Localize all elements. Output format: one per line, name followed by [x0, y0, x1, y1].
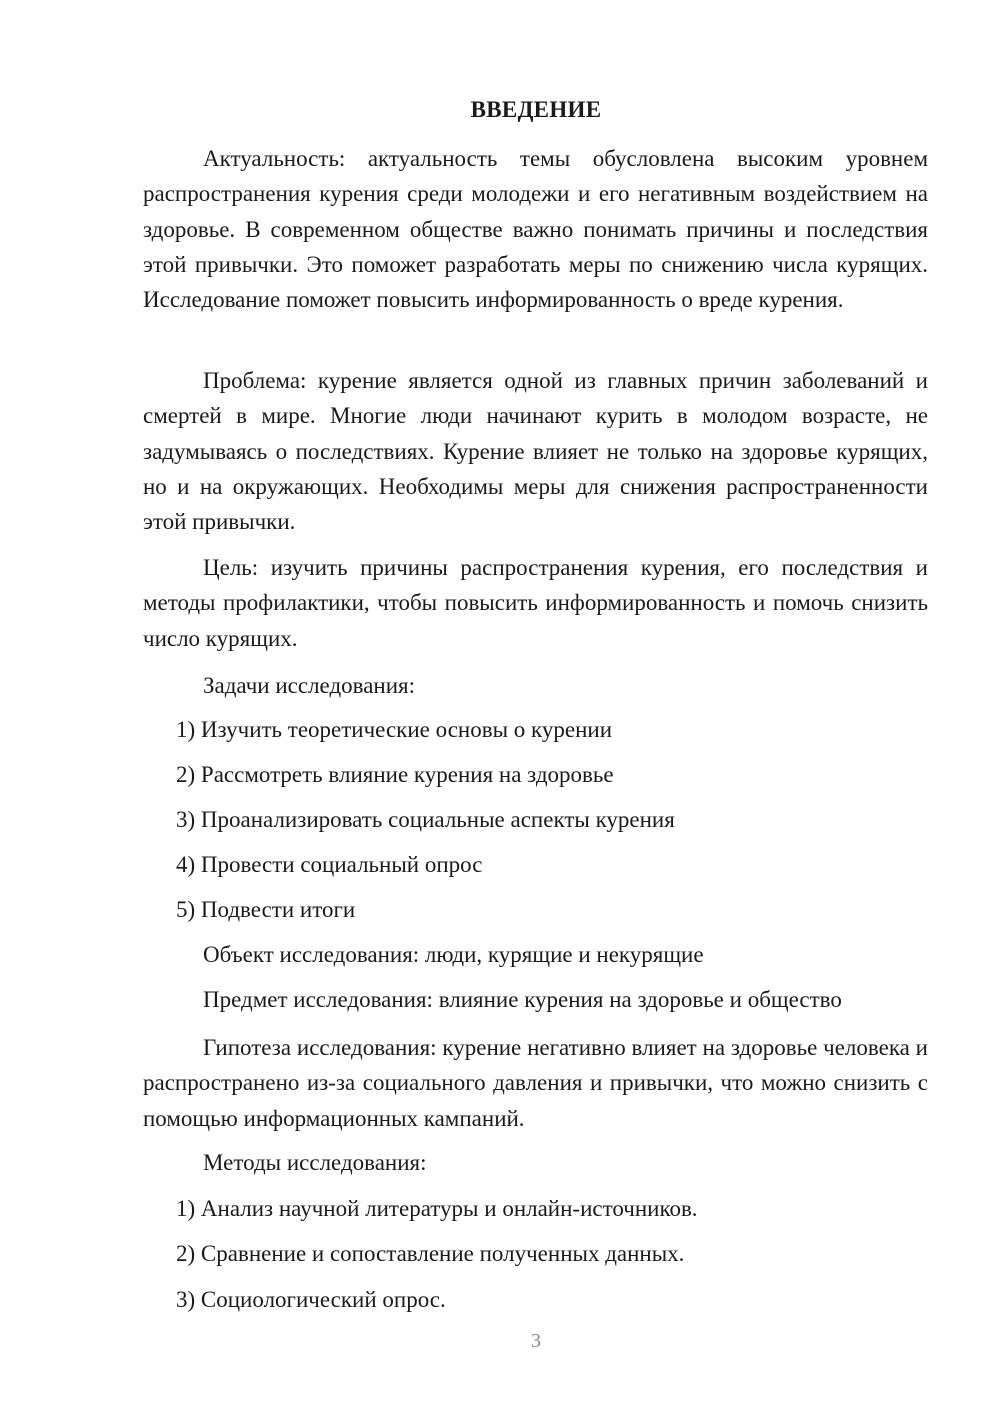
hypothesis-paragraph — [143, 1030, 928, 1136]
list-item: 4) Провести социальный опрос — [176, 852, 483, 877]
list-item: 1) Анализ научной литературы и онлайн-источников. — [176, 1196, 698, 1221]
list-item: 1) Изучить теоретические основы о курении — [176, 717, 613, 742]
problem-text: Проблема: курение является одной из главных причин заболеваний и смертей в мире. Многие люди начинают курить в молодом возрасте, не задумываясь о последствиях. Курение влияет не только на здоровье курящих, но и на окружающих. Необходимы меры для снижения распространенности этой привычки. — [143, 368, 928, 535]
methods-heading: Методы исследования: — [203, 1150, 427, 1175]
problem-paragraph — [143, 363, 928, 539]
list-item: 2) Сравнение и сопоставление полученных данных. — [176, 1241, 685, 1266]
list-item: 3) Проанализировать социальные аспекты курения — [176, 807, 675, 832]
list-item: 5) Подвести итоги — [176, 897, 356, 922]
hypothesis-text: Гипотеза исследования: курение негативно влияет на здоровье человека и распространено из-за социального давления и привычки, что можно снизить с помощью информационных кампаний. — [143, 1035, 928, 1131]
goal-text: Цель: изучить причины распространения курения, его последствия и методы профилактики, чтобы повысить информированность и помочь снизить число курящих. — [143, 555, 928, 651]
page-title: ВВЕДЕНИЕ — [470, 97, 602, 122]
research-object: Объект исследования: люди, курящие и некурящие — [203, 942, 704, 967]
list-item: 3) Социологический опрос. — [176, 1287, 446, 1312]
relevance-text: Актуальность: актуальность темы обусловлена высоким уровнем распространения курения среди молодежи и его негативным воздействием на здоровье. В современном обществе важно понимать причины и последствия этой привычки. Это поможет разработать меры по снижению числа курящих. Исследование поможет повысить информированность о вреде курения. — [143, 146, 928, 313]
research-subject: Предмет исследования: влияние курения на здоровье и общество — [203, 987, 842, 1012]
tasks-heading: Задачи исследования: — [203, 673, 416, 698]
relevance-paragraph — [143, 141, 928, 317]
page-number: 3 — [531, 1330, 541, 1352]
goal-paragraph — [143, 550, 928, 656]
list-item: 2) Рассмотреть влияние курения на здоровье — [176, 762, 614, 787]
